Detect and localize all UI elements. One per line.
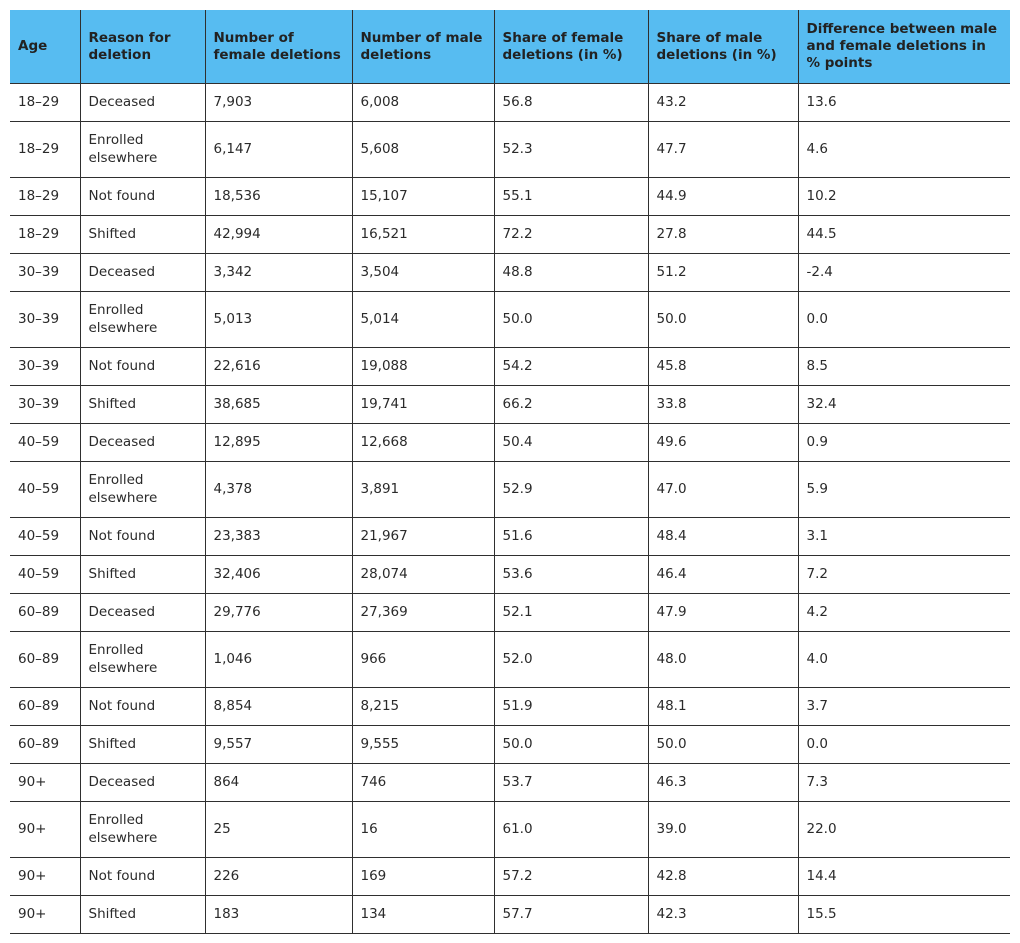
table-row: [10, 84, 1010, 122]
male-share-cell: 39.0: [648, 802, 798, 858]
age-cell: 30–39: [10, 254, 80, 292]
male-share-cell: 47.0: [648, 462, 798, 518]
table-row: [10, 424, 1010, 462]
table-row: [10, 122, 1010, 178]
table-row: [10, 178, 1010, 216]
table-row: [10, 518, 1010, 556]
reason-cell: Shifted: [80, 726, 205, 764]
age-cell: 30–39: [10, 348, 80, 386]
male-share-cell: 33.8: [648, 386, 798, 424]
female-count-cell: 42,994: [205, 216, 352, 254]
age-cell: 30–39: [10, 386, 80, 424]
reason-cell: Deceased: [80, 84, 205, 122]
female-share-cell: 72.2: [494, 216, 648, 254]
female-share-cell: 52.0: [494, 632, 648, 688]
male-share-cell: 49.6: [648, 424, 798, 462]
male-count-cell: 5,014: [352, 292, 494, 348]
male-share-cell: 43.2: [648, 84, 798, 122]
female-count-cell: 32,406: [205, 556, 352, 594]
table-row: [10, 292, 1010, 348]
female-share-cell: 51.6: [494, 518, 648, 556]
male-share-cell: 48.1: [648, 688, 798, 726]
reason-cell: Deceased: [80, 254, 205, 292]
female-count-cell: 5,013: [205, 292, 352, 348]
male-count-cell: 12,668: [352, 424, 494, 462]
age-cell: 60–89: [10, 594, 80, 632]
header-female-count: Number of female deletions: [205, 10, 352, 84]
female-count-cell: 183: [205, 896, 352, 934]
reason-cell: Not found: [80, 178, 205, 216]
age-cell: 18–29: [10, 178, 80, 216]
age-cell: 90+: [10, 764, 80, 802]
male-count-cell: 134: [352, 896, 494, 934]
header-male-count: Number of male deletions: [352, 10, 494, 84]
difference-cell: 0.0: [798, 726, 1010, 764]
table-header: [10, 10, 1010, 84]
female-count-cell: 23,383: [205, 518, 352, 556]
male-count-cell: 19,088: [352, 348, 494, 386]
table-container: [10, 10, 1010, 934]
age-cell: 18–29: [10, 216, 80, 254]
age-cell: 90+: [10, 858, 80, 896]
male-share-cell: 48.0: [648, 632, 798, 688]
female-count-cell: 226: [205, 858, 352, 896]
reason-cell: Shifted: [80, 896, 205, 934]
difference-cell: 3.1: [798, 518, 1010, 556]
male-count-cell: 6,008: [352, 84, 494, 122]
female-count-cell: 18,536: [205, 178, 352, 216]
female-share-cell: 50.0: [494, 726, 648, 764]
table-row: [10, 726, 1010, 764]
table-row: [10, 858, 1010, 896]
female-count-cell: 9,557: [205, 726, 352, 764]
age-cell: 60–89: [10, 688, 80, 726]
female-count-cell: 864: [205, 764, 352, 802]
reason-cell: Shifted: [80, 556, 205, 594]
female-share-cell: 53.6: [494, 556, 648, 594]
male-share-cell: 50.0: [648, 292, 798, 348]
female-count-cell: 4,378: [205, 462, 352, 518]
reason-cell: Enrolled elsewhere: [80, 462, 205, 518]
male-count-cell: 8,215: [352, 688, 494, 726]
female-share-cell: 55.1: [494, 178, 648, 216]
reason-cell: Enrolled elsewhere: [80, 632, 205, 688]
table-row: [10, 764, 1010, 802]
header-difference: Difference between male and female deletions in % points: [798, 10, 1010, 84]
table-row: [10, 216, 1010, 254]
male-count-cell: 169: [352, 858, 494, 896]
age-cell: 90+: [10, 802, 80, 858]
female-share-cell: 50.4: [494, 424, 648, 462]
table-row: [10, 386, 1010, 424]
header-reason: Reason for deletion: [80, 10, 205, 84]
male-count-cell: 15,107: [352, 178, 494, 216]
difference-cell: 22.0: [798, 802, 1010, 858]
female-count-cell: 1,046: [205, 632, 352, 688]
difference-cell: 7.3: [798, 764, 1010, 802]
age-cell: 90+: [10, 896, 80, 934]
female-count-cell: 7,903: [205, 84, 352, 122]
table-row: [10, 632, 1010, 688]
age-cell: 18–29: [10, 84, 80, 122]
male-share-cell: 50.0: [648, 726, 798, 764]
difference-cell: 32.4: [798, 386, 1010, 424]
female-share-cell: 57.7: [494, 896, 648, 934]
reason-cell: Not found: [80, 688, 205, 726]
table-body: [10, 84, 1010, 934]
female-share-cell: 52.9: [494, 462, 648, 518]
reason-cell: Deceased: [80, 594, 205, 632]
male-count-cell: 5,608: [352, 122, 494, 178]
female-share-cell: 53.7: [494, 764, 648, 802]
age-cell: 40–59: [10, 556, 80, 594]
difference-cell: 8.5: [798, 348, 1010, 386]
reason-cell: Enrolled elsewhere: [80, 292, 205, 348]
difference-cell: 15.5: [798, 896, 1010, 934]
table-row: [10, 254, 1010, 292]
male-count-cell: 3,504: [352, 254, 494, 292]
male-share-cell: 51.2: [648, 254, 798, 292]
female-share-cell: 61.0: [494, 802, 648, 858]
header-male-share: Share of male deletions (in %): [648, 10, 798, 84]
male-share-cell: 44.9: [648, 178, 798, 216]
male-count-cell: 966: [352, 632, 494, 688]
male-count-cell: 28,074: [352, 556, 494, 594]
difference-cell: 7.2: [798, 556, 1010, 594]
male-count-cell: 3,891: [352, 462, 494, 518]
difference-cell: 0.9: [798, 424, 1010, 462]
male-share-cell: 42.8: [648, 858, 798, 896]
male-count-cell: 19,741: [352, 386, 494, 424]
difference-cell: 3.7: [798, 688, 1010, 726]
age-cell: 60–89: [10, 632, 80, 688]
difference-cell: 10.2: [798, 178, 1010, 216]
table-row: [10, 348, 1010, 386]
female-share-cell: 56.8: [494, 84, 648, 122]
difference-cell: 4.2: [798, 594, 1010, 632]
male-count-cell: 21,967: [352, 518, 494, 556]
female-share-cell: 54.2: [494, 348, 648, 386]
age-cell: 30–39: [10, 292, 80, 348]
female-count-cell: 3,342: [205, 254, 352, 292]
reason-cell: Enrolled elsewhere: [80, 802, 205, 858]
female-count-cell: 12,895: [205, 424, 352, 462]
male-count-cell: 9,555: [352, 726, 494, 764]
reason-cell: Shifted: [80, 216, 205, 254]
table-row: [10, 802, 1010, 858]
reason-cell: Shifted: [80, 386, 205, 424]
female-share-cell: 52.1: [494, 594, 648, 632]
age-cell: 40–59: [10, 424, 80, 462]
difference-cell: 4.0: [798, 632, 1010, 688]
male-count-cell: 16: [352, 802, 494, 858]
male-count-cell: 16,521: [352, 216, 494, 254]
header-row: [10, 10, 1010, 84]
difference-cell: 4.6: [798, 122, 1010, 178]
header-age: Age: [10, 10, 80, 84]
age-cell: 40–59: [10, 462, 80, 518]
table-row: [10, 688, 1010, 726]
male-share-cell: 46.4: [648, 556, 798, 594]
female-count-cell: 8,854: [205, 688, 352, 726]
reason-cell: Deceased: [80, 424, 205, 462]
difference-cell: 13.6: [798, 84, 1010, 122]
difference-cell: 44.5: [798, 216, 1010, 254]
difference-cell: -2.4: [798, 254, 1010, 292]
table-row: [10, 896, 1010, 934]
female-count-cell: 38,685: [205, 386, 352, 424]
table-row: [10, 556, 1010, 594]
female-share-cell: 51.9: [494, 688, 648, 726]
male-share-cell: 47.7: [648, 122, 798, 178]
female-count-cell: 29,776: [205, 594, 352, 632]
difference-cell: 14.4: [798, 858, 1010, 896]
female-count-cell: 6,147: [205, 122, 352, 178]
reason-cell: Deceased: [80, 764, 205, 802]
female-share-cell: 48.8: [494, 254, 648, 292]
female-count-cell: 25: [205, 802, 352, 858]
difference-cell: 5.9: [798, 462, 1010, 518]
female-share-cell: 66.2: [494, 386, 648, 424]
reason-cell: Not found: [80, 518, 205, 556]
male-share-cell: 46.3: [648, 764, 798, 802]
table-row: [10, 462, 1010, 518]
female-count-cell: 22,616: [205, 348, 352, 386]
reason-cell: Not found: [80, 348, 205, 386]
table-row: [10, 594, 1010, 632]
reason-cell: Enrolled elsewhere: [80, 122, 205, 178]
male-share-cell: 48.4: [648, 518, 798, 556]
male-share-cell: 45.8: [648, 348, 798, 386]
age-cell: 18–29: [10, 122, 80, 178]
male-count-cell: 746: [352, 764, 494, 802]
male-count-cell: 27,369: [352, 594, 494, 632]
male-share-cell: 27.8: [648, 216, 798, 254]
deletions-table: [10, 10, 1010, 934]
male-share-cell: 47.9: [648, 594, 798, 632]
female-share-cell: 50.0: [494, 292, 648, 348]
age-cell: 40–59: [10, 518, 80, 556]
female-share-cell: 52.3: [494, 122, 648, 178]
header-female-share: Share of female deletions (in %): [494, 10, 648, 84]
male-share-cell: 42.3: [648, 896, 798, 934]
reason-cell: Not found: [80, 858, 205, 896]
female-share-cell: 57.2: [494, 858, 648, 896]
difference-cell: 0.0: [798, 292, 1010, 348]
age-cell: 60–89: [10, 726, 80, 764]
